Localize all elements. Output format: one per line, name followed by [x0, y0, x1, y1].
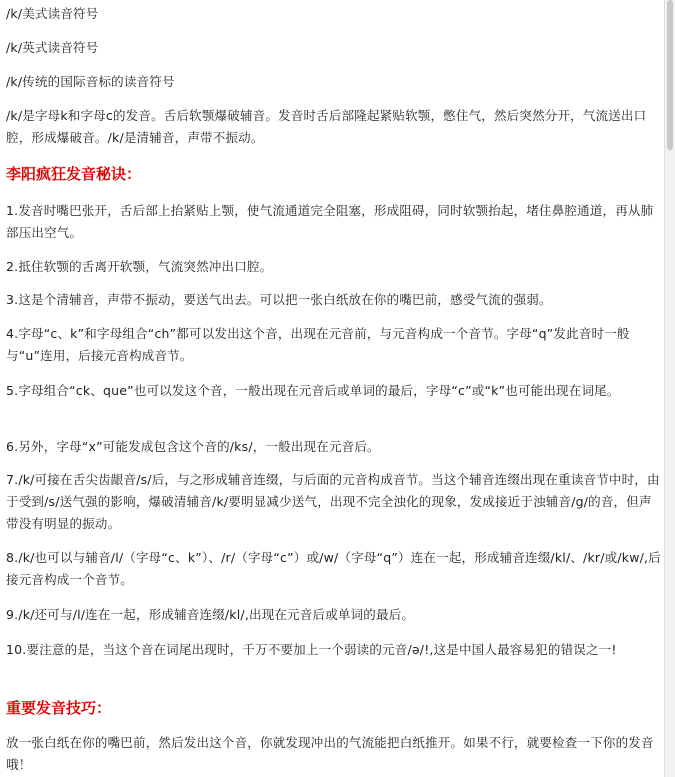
tip-2: 2.抵住软颚的舌离开软颚，气流突然冲出口腔。 — [6, 259, 273, 274]
tip-3: 3.这是个清辅音，声带不振动，要送气出去。可以把一张白纸放在你的嘴巴前，感受气流的强弱。 — [6, 292, 552, 307]
intro-paragraph: /k/是字母k和字母c的发音。舌后软颚爆破辅音。发音时舌后部隆起紧贴软颚，憋住气，然后突然分开，气流送出口腔，形成爆破音。/k/是清辅音，声带不振动。 — [6, 108, 647, 145]
tip-10: 10.要注意的是，当这个音在词尾出现时，千万不要加上一个弱读的元音/ə/!,这是中国人最容易犯的错误之一! — [6, 642, 617, 657]
phonetic-american: /k/美式读音符号 — [6, 6, 99, 21]
technique-heading: 重要发音技巧： — [6, 699, 112, 717]
tip-5: 5.字母组合“ck、que”也可以发这个音，一般出现在元音后或单词的最后，字母“c”或“k”也可能出现在词尾。 — [6, 383, 620, 398]
secret-heading: 李阳疯狂发音秘诀： — [6, 165, 142, 183]
phonetic-british: /k/英式读音符号 — [6, 40, 99, 55]
vertical-scrollbar[interactable] — [664, 0, 675, 777]
technique-paragraph: 放一张白纸在你的嘴巴前，然后发出这个音，你就发现冲出的气流能把白纸推开。如果不行，就要检查一下你的发音哦！ — [6, 735, 654, 772]
tip-4: 4.字母“c、k”和字母组合“ch”都可以发出这个音，出现在元音前，与元音构成一个音节。字母“q”发此音时一般与“u”连用，后接元音构成音节。 — [6, 326, 630, 363]
article-content — [6, 0, 664, 777]
tip-1: 1.发音时嘴巴张开，舌后部上抬紧贴上颚，使气流通道完全阻塞，形成阻碍，同时软颚抬起，堵住鼻腔通道，再从肺部压出空气。 — [6, 203, 654, 240]
scrollbar-thumb[interactable] — [667, 0, 673, 150]
tip-6: 6.另外，字母“x”可能发成包含这个音的/ks/，一般出现在元音后。 — [6, 439, 380, 454]
phonetic-traditional: /k/传统的国际音标的读音符号 — [6, 74, 175, 89]
tip-9: 9./k/还可与/l/连在一起，形成辅音连缀/kl/,出现在元音后或单词的最后。 — [6, 607, 415, 622]
tip-7: 7./k/可接在舌尖齿龈音/s/后，与之形成辅音连缀，与后面的元音构成音节。当这个辅音连缀出现在重读音节中时，由于受到/s/送气强的影响，爆破清辅音/k/要明显减少送气，出现不完全浊化的现象，发成接近于浊辅音/g/的音，但声带没有明显的振动。 — [6, 472, 660, 531]
tip-8: 8./k/也可以与辅音/l/（字母“c、k”）、/r/（字母“c”）或/w/（字母“q”）连在一起，形成辅音连缀/kl/、/kr/或/kw/,后接元音构成一个音节。 — [6, 550, 661, 587]
